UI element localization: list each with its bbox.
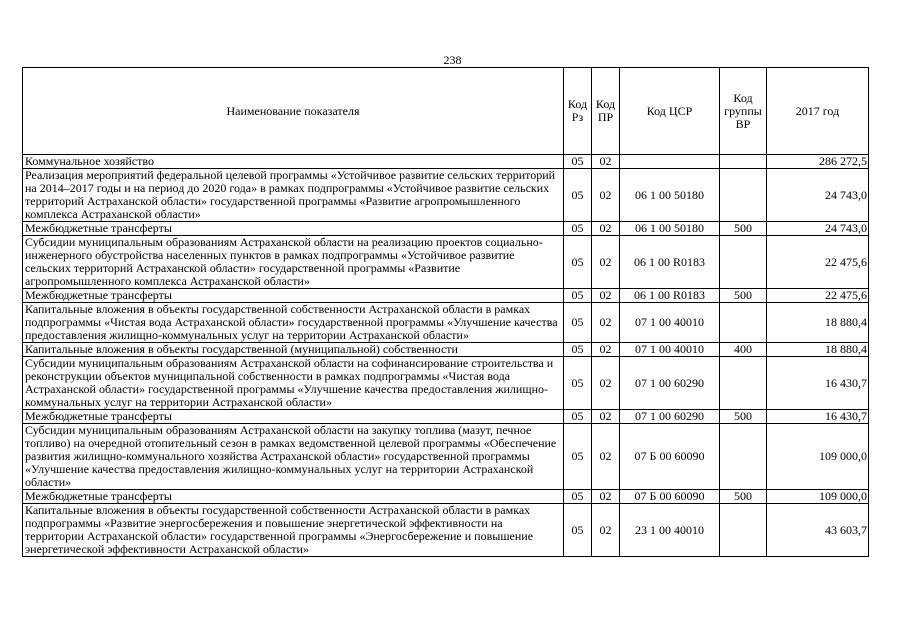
row-csr: 07 1 00 40010 [620,343,720,357]
row-csr: 23 1 00 40010 [620,504,720,557]
row-pr: 02 [592,303,620,343]
row-name: Субсидии муниципальным образованиям Астраханской области на закупку топлива (мазут, печное топливо) на очередной отопительный сезон в рамках ведомственной целевой программы «Обеспечение развития жилищно-коммунального хозяйства Астраханской области» государственной программы «Улучшение качества предоставления жилищно-коммунальных услуг на территории Астраханской области» [23,424,564,490]
table-row [23,303,869,343]
row-rz: 05 [564,236,592,289]
row-rz: 05 [564,504,592,557]
header-pr: Код ПР [592,68,620,155]
row-vr: 500 [720,222,767,236]
row-name: Капитальные вложения в объекты государственной (муниципальной) собственности [23,343,564,357]
row-csr: 07 Б 00 60090 [620,490,720,504]
row-rz: 05 [564,410,592,424]
row-vr: 500 [720,289,767,303]
row-value: 109 000,0 [767,424,869,490]
table-row [23,343,869,357]
row-value: 16 430,7 [767,357,869,410]
row-csr: 07 Б 00 60090 [620,424,720,490]
row-csr: 07 1 00 40010 [620,303,720,343]
row-csr: 07 1 00 60290 [620,357,720,410]
row-rz: 05 [564,343,592,357]
row-pr: 02 [592,410,620,424]
row-value: 43 603,7 [767,504,869,557]
row-name: Субсидии муниципальным образованиям Астраханской области на реализацию проектов социально-инженерного обустройства населенных пунктов в рамках подпрограммы «Устойчивое развитие сельских территорий Астраханской области» государственной программы «Развитие агропромышленного комплекса Астраханской области» [23,236,564,289]
table-row [23,289,869,303]
header-csr: Код ЦСР [620,68,720,155]
header-vr: Код группы ВР [720,68,767,155]
table-row [23,357,869,410]
row-pr: 02 [592,343,620,357]
row-value: 109 000,0 [767,490,869,504]
row-rz: 05 [564,303,592,343]
row-pr: 02 [592,424,620,490]
row-value: 22 475,6 [767,236,869,289]
row-name: Межбюджетные трансферты [23,222,564,236]
row-rz: 05 [564,222,592,236]
row-name: Капитальные вложения в объекты государственной собственности Астраханской области в рамках подпрограммы «Развитие энергосбережения и повышение энергетической эффективности на территории Астраханской области» государственной программы «Энергосбережение и повышение энергетической эффективности Астраханской области» [23,504,564,557]
row-vr [720,303,767,343]
table-row [23,169,869,222]
row-rz: 05 [564,357,592,410]
row-name: Реализация мероприятий федеральной целевой программы «Устойчивое развитие сельских территорий на 2014–2017 годы и на период до 2020 года» в рамках подпрограммы «Устойчивое развитие сельских территорий Астраханской области» государственной программы «Развитие агропромышленного комплекса Астраханской области» [23,169,564,222]
row-name: Межбюджетные трансферты [23,410,564,424]
row-value: 286 272,5 [767,155,869,169]
header-name: Наименование показателя [23,68,564,155]
row-name: Субсидии муниципальным образованиям Астраханской области на софинансирование строительства и реконструкции объектов муниципальной собственности в рамках подпрограммы «Чистая вода Астраханской области» государственной программы «Улучшение качества предоставления жилищно-коммунальных услуг на территории Астраханской области» [23,357,564,410]
table-row [23,222,869,236]
row-rz: 05 [564,289,592,303]
row-name: Межбюджетные трансферты [23,490,564,504]
row-vr: 400 [720,343,767,357]
row-pr: 02 [592,490,620,504]
row-pr: 02 [592,504,620,557]
row-name: Коммунальное хозяйство [23,155,564,169]
row-vr: 500 [720,490,767,504]
row-vr [720,236,767,289]
row-vr: 500 [720,410,767,424]
table-row [23,236,869,289]
row-rz: 05 [564,155,592,169]
page-number: 238 [443,53,462,67]
row-vr [720,504,767,557]
row-value: 18 880,4 [767,343,869,357]
row-csr: 06 1 00 50180 [620,222,720,236]
row-vr [720,155,767,169]
row-value: 18 880,4 [767,303,869,343]
row-csr: 06 1 00 R0183 [620,236,720,289]
table-header-row [23,68,869,155]
row-vr [720,357,767,410]
row-value: 22 475,6 [767,289,869,303]
row-pr: 02 [592,357,620,410]
budget-table [22,67,869,557]
row-pr: 02 [592,155,620,169]
row-value: 24 743,0 [767,222,869,236]
row-value: 24 743,0 [767,169,869,222]
row-vr [720,424,767,490]
row-csr [620,155,720,169]
row-pr: 02 [592,222,620,236]
row-vr [720,169,767,222]
table-row [23,424,869,490]
header-year: 2017 год [767,68,869,155]
row-pr: 02 [592,289,620,303]
row-csr: 06 1 00 R0183 [620,289,720,303]
row-pr: 02 [592,236,620,289]
table-row [23,504,869,557]
row-rz: 05 [564,490,592,504]
row-pr: 02 [592,169,620,222]
table-row [23,155,869,169]
row-rz: 05 [564,169,592,222]
row-csr: 06 1 00 50180 [620,169,720,222]
table-row [23,490,869,504]
row-value: 16 430,7 [767,410,869,424]
row-rz: 05 [564,424,592,490]
header-rz: Код Рз [564,68,592,155]
row-name: Капитальные вложения в объекты государственной собственности Астраханской области в рамках подпрограммы «Чистая вода Астраханской области» государственной программы «Улучшение качества предоставления жилищно-коммунальных услуг на территории Астраханской области» [23,303,564,343]
row-csr: 07 1 00 60290 [620,410,720,424]
table-row [23,410,869,424]
row-name: Межбюджетные трансферты [23,289,564,303]
